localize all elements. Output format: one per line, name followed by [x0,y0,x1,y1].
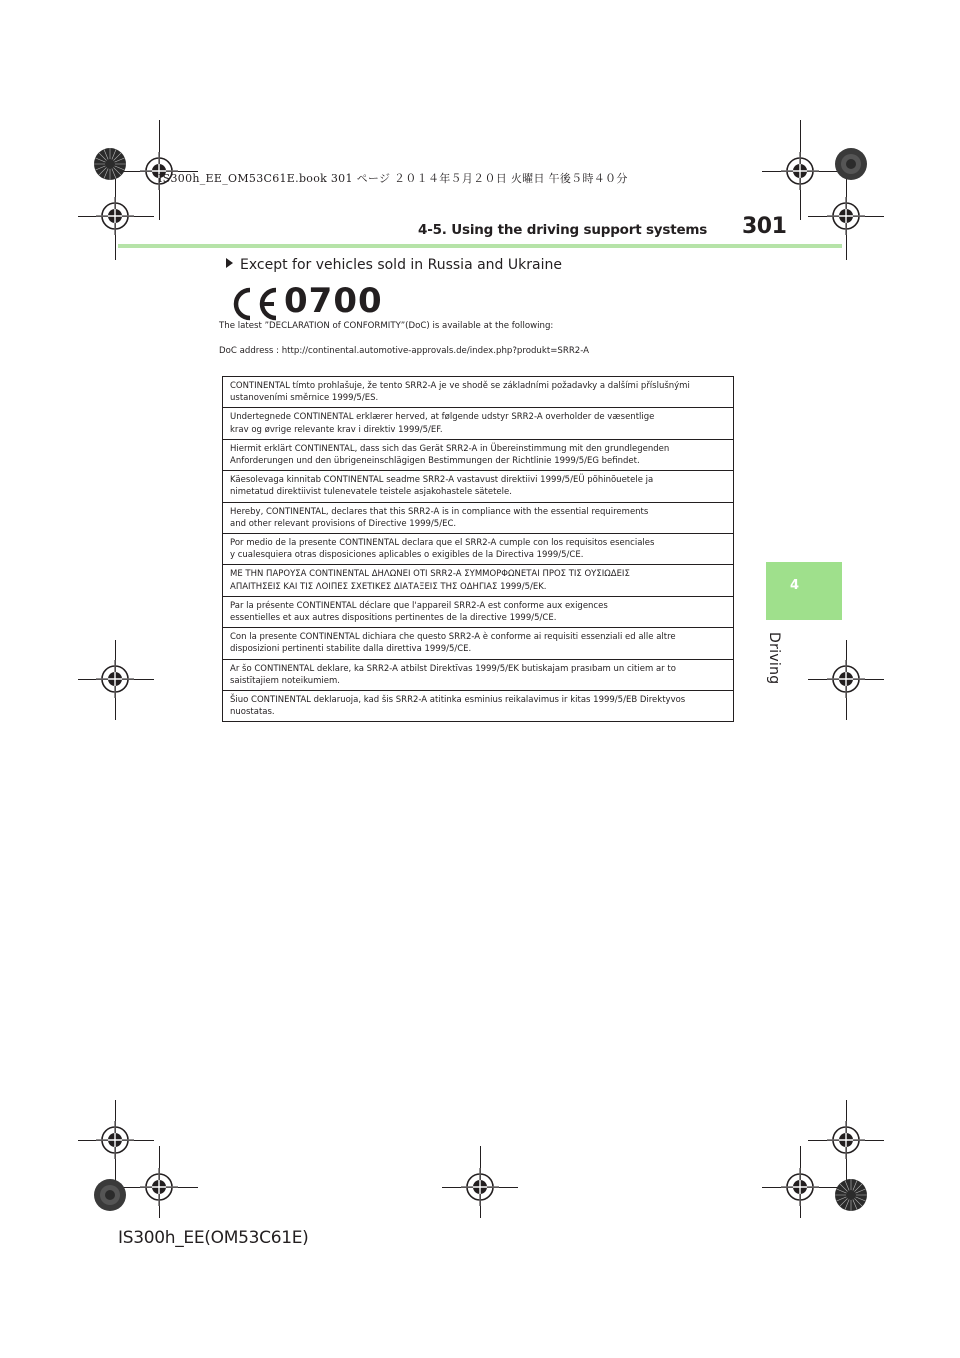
declaration-text: Šiuo CONTINENTAL deklaruoja, kad šis SRR2-A atitinka esminius reikalavimus ir kitas 1999/5/EB Direktyvos [230,695,686,706]
declaration-text: ΜΕ ΤΗΝ ΠΑΡΟΥΣΑ CONTINENTAL ΔΗΛΩΝΕΙ ΟΤΙ SRR2-A ΣΥΜΜΟΡΦΩΝΕΤΑΙ ΠΡΟΣ ΤΙΣ ΟΥΣΙΩΔΕΙΣ [230,569,630,580]
color-rosette-icon [834,147,868,181]
chapter-number: 4 [790,578,800,593]
declaration-text: Undertegnede CONTINENTAL erklærer herved, at følgende udstyr SRR2-A overholder de væsentlige [230,412,655,423]
declaration-text: disposizioni pertinenti stabilite dalla direttiva 1999/5/CE. [230,644,472,655]
declaration-row-da [222,408,734,439]
chapter-label: Driving [766,632,782,685]
registration-mark-icon [96,1121,134,1159]
registration-mark-icon [781,1168,819,1206]
notified-body-number: 0700 [284,281,383,321]
header-rule [118,244,842,248]
page-number: 301 [742,214,787,239]
declaration-text: Hereby, CONTINENTAL, declares that this SRR2-A is in compliance with the essential requirements [230,506,649,517]
declaration-text: nuostatas. [230,707,275,718]
declaration-text: saistītajiem noteikumiem. [230,675,341,686]
declaration-text: essentielles et aux autres dispositions pertinentes de la directive 1999/5/CE. [230,613,557,624]
registration-mark-icon [827,660,865,698]
registration-mark-icon [461,1168,499,1206]
declaration-text: Anforderungen und den übrigeneinschlägigen Bestimmungen der Richtlinie 1999/5/EG befindet. [230,456,640,467]
declaration-text: krav og øvrige relevante krav i direktiv 1999/5/EF. [230,424,443,435]
declaration-row-en [222,503,734,534]
declaration-text: Hiermit erklärt CONTINENTAL, dass sich das Gerät SRR2-A in Übereinstimmung mit den grundlegenden [230,443,670,454]
declaration-text: Con la presente CONTINENTAL dichiara che questo SRR2-A è conforme ai requisiti essenziali ed alle altre [230,632,676,643]
doc-availability-text: The latest ”DECLARATION of CONFORMITY”(DoC) is available at the following: [219,321,554,331]
registration-mark-icon [827,1121,865,1159]
declaration-text: and other relevant provisions of Directive 1999/5/EC. [230,518,457,529]
declarations-table [222,376,734,722]
declaration-row-de [222,440,734,471]
color-rosette-icon [834,1178,868,1212]
declaration-row-et [222,471,734,502]
declaration-row-lv [222,660,734,691]
model-code: IS300h_EE(OM53C61E) [118,1228,309,1248]
declaration-text: Ar šo CONTINENTAL deklare, ka SRR2-A atbilst Direktīvas 1999/5/EK butiskajam prasıbam un citiem ar to [230,663,676,674]
declaration-text: nimetatud direktiivist tulenevatele teistele asjakohastele sätetele. [230,487,512,498]
declaration-row-es [222,534,734,565]
declaration-row-it [222,628,734,659]
declaration-row-lt [222,691,734,722]
registration-mark-icon [96,197,134,235]
doc-address-text: DoC address : http://continental.automotive-approvals.de/index.php?produkt=SRR2-A [219,346,590,356]
bullet-heading [226,257,562,273]
declaration-row-cs [222,377,734,408]
print-stamp: IS300h_EE_OM53C61E.book 301 ページ ２０１４年５月２０日 火曜日 午後５時４０分 [158,172,628,185]
color-rosette-icon [93,1178,127,1212]
declaration-text: y cualesquiera otras disposiciones aplicables o exigibles de la Directiva 1999/5/CE. [230,550,584,561]
declaration-text: Par la présente CONTINENTAL déclare que l'appareil SRR2-A est conforme aux exigences [230,600,608,611]
declaration-text: CONTINENTAL tímto prohlašuje, že tento SRR2-A je ve shodě se základními požadavky a dalšími příslušnými [230,381,690,391]
declaration-row-fr [222,597,734,628]
declaration-text: Por medio de la presente CONTINENTAL declara que el SRR2-A cumple con los requisitos esenciales [230,538,655,549]
declaration-text: ΑΠΑΙΤΗΣΕΙΣ ΚΑΙ ΤΙΣ ΛΟΙΠΕΣ ΣΧΕΤΙΚΕΣ ΔΙΑΤΑΞΕΙΣ ΤΗΣ ΟΔΗΓΙΑΣ 1999/5/ΕΚ. [230,581,547,592]
registration-mark-icon [96,660,134,698]
color-rosette-icon [93,147,127,181]
registration-mark-icon [827,197,865,235]
chapter-label-container [758,632,818,685]
declaration-text: ustanoveními směrnice 1999/5/ES. [230,393,379,404]
declaration-row-el [222,565,734,596]
registration-mark-icon [781,152,819,190]
registration-mark-icon [140,1168,178,1206]
bullet-triangle-icon [226,258,233,268]
chapter-tab [766,562,842,620]
section-title: 4-5. Using the driving support systems [418,222,708,238]
declaration-text: Käesolevaga kinnitab CONTINENTAL seadme SRR2-A vastavust direktiivi 1999/5/EÜ põhinõuetele ja [230,475,654,486]
bullet-heading-text: Except for vehicles sold in Russia and Ukraine [240,257,562,273]
